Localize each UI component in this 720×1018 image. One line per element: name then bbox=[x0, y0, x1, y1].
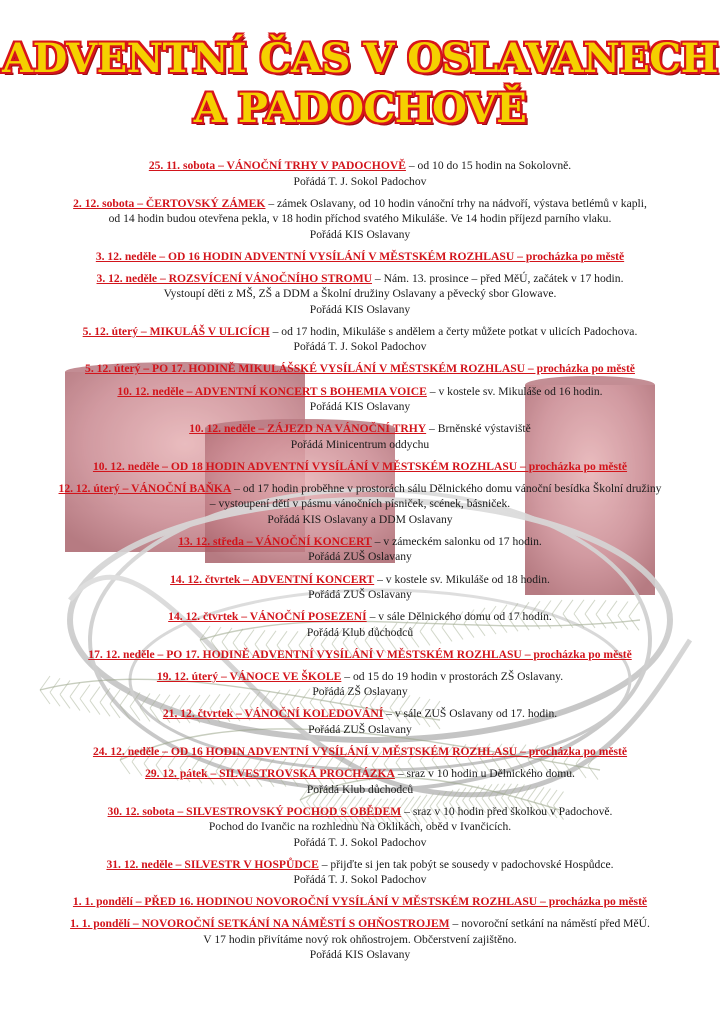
event-item bbox=[10, 249, 710, 265]
event-first-line bbox=[10, 572, 710, 588]
event-first-line bbox=[10, 706, 710, 722]
event-description: – zámek Oslavany, od 10 hodin vánoční trhy na nádvoří, výstava betlémů v kapli, bbox=[265, 196, 647, 210]
event-item bbox=[10, 324, 710, 355]
event-organizer: Pořádá ZUŠ Oslavany bbox=[308, 550, 412, 564]
event-title: 1. 1. pondělí – PŘED 16. HODINOU NOVOROČNÍ VYSÍLÁNÍ V MĚSTSKÉM ROZHLASU – procházka po městě bbox=[72, 895, 648, 909]
event-first-line bbox=[10, 196, 710, 212]
event-title: 13. 12. středa – VÁNOČNÍ KONCERT bbox=[178, 534, 372, 548]
event-description: – Brněnské výstaviště bbox=[426, 422, 531, 436]
event-organizer: Pořádá T. J. Sokol Padochov bbox=[293, 835, 427, 849]
event-description: – od 15 do 19 hodin v prostorách ZŠ Oslavany. bbox=[341, 669, 564, 683]
event-item bbox=[10, 669, 710, 700]
event-organizer: Pořádá KIS Oslavany a DDM Oslavany bbox=[267, 512, 453, 526]
event-first-line bbox=[10, 361, 710, 377]
event-description: – sraz v 10 hodin u Dělnického domu. bbox=[394, 767, 575, 781]
event-description: – od 10 do 15 hodin na Sokolovně. bbox=[405, 159, 572, 172]
event-item bbox=[10, 196, 710, 243]
event-item bbox=[10, 766, 710, 797]
event-first-line bbox=[10, 916, 710, 932]
event-item bbox=[10, 158, 710, 189]
event-title: 30. 12. sobota – SILVESTROVSKÝ POCHOD S OBĚDEM bbox=[107, 804, 402, 818]
event-description: – sraz v 10 hodin před školkou v Padochově. bbox=[401, 804, 613, 818]
event-description: – v sále Dělnického domu od 17 hodin. bbox=[366, 610, 552, 624]
event-title: 14. 12. čtvrtek – ADVENTNÍ KONCERT bbox=[170, 572, 375, 586]
event-item bbox=[10, 647, 710, 663]
event-description: – přijďte si jen tak pobýt se sousedy v padochovské Hospůdce. bbox=[318, 857, 614, 871]
event-description: – v zámeckém salonku od 17 hodin. bbox=[371, 534, 542, 548]
event-description: – v kostele sv. Mikuláše od 16 hodin. bbox=[426, 384, 603, 398]
event-title: 10. 12. neděle – ADVENTNÍ KONCERT S BOHEMIA VOICE bbox=[117, 384, 427, 398]
event-organizer: Pořádá ZUŠ Oslavany bbox=[308, 722, 412, 736]
event-organizer: Pořádá KIS Oslavany bbox=[309, 948, 411, 962]
event-description: – v sále ZUŠ Oslavany od 17. hodin. bbox=[383, 707, 558, 721]
event-title: 1. 1. pondělí – NOVOROČNÍ SETKÁNÍ NA NÁMĚSTÍ S OHŇOSTROJEM bbox=[70, 917, 450, 931]
event-description: – Nám. 13. prosince – před MěÚ, začátek v 17 hodin. bbox=[372, 271, 624, 285]
event-first-line bbox=[10, 249, 710, 265]
event-item bbox=[10, 706, 710, 737]
event-item bbox=[10, 481, 710, 528]
event-organizer: Pořádá KIS Oslavany bbox=[309, 302, 411, 316]
event-title: 21. 12. čtvrtek – VÁNOČNÍ KOLEDOVÁNÍ bbox=[162, 707, 384, 721]
event-first-line bbox=[10, 647, 710, 663]
event-title: 24. 12. neděle – OD 16 HODIN ADVENTNÍ VYSÍLÁNÍ V MĚSTSKÉM ROZHLASU – procházka po městě bbox=[92, 745, 628, 758]
event-organizer: Pořádá Minicentrum oddychu bbox=[290, 437, 430, 451]
event-title: 3. 12. neděle – OD 16 HODIN ADVENTNÍ VYSÍLÁNÍ V MĚSTSKÉM ROZHLASU – procházka po městě bbox=[95, 249, 625, 263]
event-first-line bbox=[10, 609, 710, 625]
event-title: 19. 12. úterý – VÁNOCE VE ŠKOLE bbox=[156, 669, 342, 683]
event-item bbox=[10, 421, 710, 452]
event-first-line bbox=[10, 804, 710, 820]
event-item bbox=[10, 534, 710, 565]
event-first-line bbox=[10, 459, 710, 475]
event-first-line bbox=[10, 271, 710, 287]
event-title: 5. 12. úterý – PO 17. HODINĚ MIKULÁŠSKÉ VYSÍLÁNÍ V MĚSTSKÉM ROZHLASU – procházka po městě bbox=[85, 362, 635, 376]
event-first-line bbox=[10, 894, 710, 910]
event-first-line bbox=[10, 384, 710, 400]
event-description-line: – vystoupení dětí v pásmu vánočních písniček, scének, básniček. bbox=[209, 497, 511, 511]
event-title: 12. 12. úterý – VÁNOČNÍ BAŇKA bbox=[58, 481, 232, 495]
event-title: 5. 12. úterý – MIKULÁŠ V ULICÍCH bbox=[82, 324, 270, 338]
event-item bbox=[10, 609, 710, 640]
event-list bbox=[0, 158, 720, 963]
event-title: 14. 12. čtvrtek – VÁNOČNÍ POSEZENÍ bbox=[168, 610, 367, 624]
event-first-line bbox=[10, 534, 710, 550]
event-description-line: od 14 hodin budou otevřena pekla, v 18 hodin příchod svatého Mikuláše. Ve 14 hodin příjezd parního vlaku. bbox=[108, 212, 612, 226]
event-title: 31. 12. neděle – SILVESTR V HOSPŮDCE bbox=[106, 857, 319, 871]
event-item bbox=[10, 572, 710, 603]
event-first-line bbox=[10, 158, 710, 174]
event-description: – v kostele sv. Mikuláše od 18 hodin. bbox=[374, 572, 550, 586]
event-organizer: Pořádá ZUŠ Oslavany bbox=[308, 588, 412, 602]
event-organizer: Pořádá KIS Oslavany bbox=[309, 400, 411, 414]
event-item bbox=[10, 361, 710, 377]
event-description: – novoroční setkání na náměstí před MěÚ. bbox=[449, 917, 650, 931]
event-first-line bbox=[10, 421, 710, 437]
event-first-line bbox=[10, 744, 710, 760]
event-title: 29. 12. pátek – SILVESTROVSKÁ PROCHÁZKA bbox=[145, 767, 395, 781]
event-description-line: Pochod do Ivančic na rozhlednu Na Oklikách, oběd v Ivančicích. bbox=[208, 820, 512, 834]
poster-title-line2: A PADOCHOVĚ bbox=[193, 85, 527, 132]
event-organizer: Pořádá Klub důchodců bbox=[306, 782, 414, 796]
event-title: 25. 11. sobota – VÁNOČNÍ TRHY V PADOCHOVĚ bbox=[148, 159, 406, 172]
event-first-line bbox=[10, 857, 710, 873]
event-item bbox=[10, 271, 710, 318]
event-title: 10. 12. neděle – OD 18 HODIN ADVENTNÍ VYSÍLÁNÍ V MĚSTSKÉM ROZHLASU – procházka po městě bbox=[92, 459, 628, 473]
event-title: 3. 12. neděle – ROZSVÍCENÍ VÁNOČNÍHO STROMU bbox=[96, 271, 373, 285]
event-item bbox=[10, 804, 710, 851]
event-first-line bbox=[10, 324, 710, 340]
event-item bbox=[10, 744, 710, 760]
event-title: 10. 12. neděle – ZÁJEZD NA VÁNOČNÍ TRHY bbox=[189, 422, 427, 436]
poster-title-line1: ADVENTNÍ ČAS V OSLAVANECH bbox=[2, 35, 718, 82]
event-item bbox=[10, 459, 710, 475]
event-item bbox=[10, 384, 710, 415]
event-organizer: Pořádá T. J. Sokol Padochov bbox=[293, 174, 427, 188]
event-organizer: Pořádá Klub důchodců bbox=[306, 625, 414, 639]
event-description: – od 17 hodin proběhne v prostorách sálu Dělnického domu vánoční besídka Školní družiny bbox=[231, 481, 662, 495]
event-first-line bbox=[10, 766, 710, 782]
event-item bbox=[10, 916, 710, 963]
event-description: – od 17 hodin, Mikuláše s andělem a čerty můžete potkat v ulicích Padochova. bbox=[269, 324, 638, 338]
event-organizer: Pořádá T. J. Sokol Padochov bbox=[293, 873, 427, 887]
event-organizer: Pořádá T. J. Sokol Padochov bbox=[293, 340, 427, 354]
event-organizer: Pořádá KIS Oslavany bbox=[309, 227, 411, 241]
event-title: 2. 12. sobota – ČERTOVSKÝ ZÁMEK bbox=[73, 196, 266, 210]
event-first-line bbox=[10, 481, 710, 497]
event-description-line: Vystoupí děti z MŠ, ZŠ a DDM a Školní družiny Oslavany a pěvecký sbor Glowave. bbox=[163, 287, 557, 301]
event-first-line bbox=[10, 669, 710, 685]
event-title: 17. 12. neděle – PO 17. HODINĚ ADVENTNÍ VYSÍLÁNÍ V MĚSTSKÉM ROZHLASU – procházka po městě bbox=[88, 647, 632, 661]
event-organizer: Pořádá ZŠ Oslavany bbox=[312, 685, 408, 699]
event-item bbox=[10, 894, 710, 910]
event-description-line: V 17 hodin přivítáme nový rok ohňostrojem. Občerstvení zajištěno. bbox=[203, 932, 517, 946]
event-item bbox=[10, 857, 710, 888]
